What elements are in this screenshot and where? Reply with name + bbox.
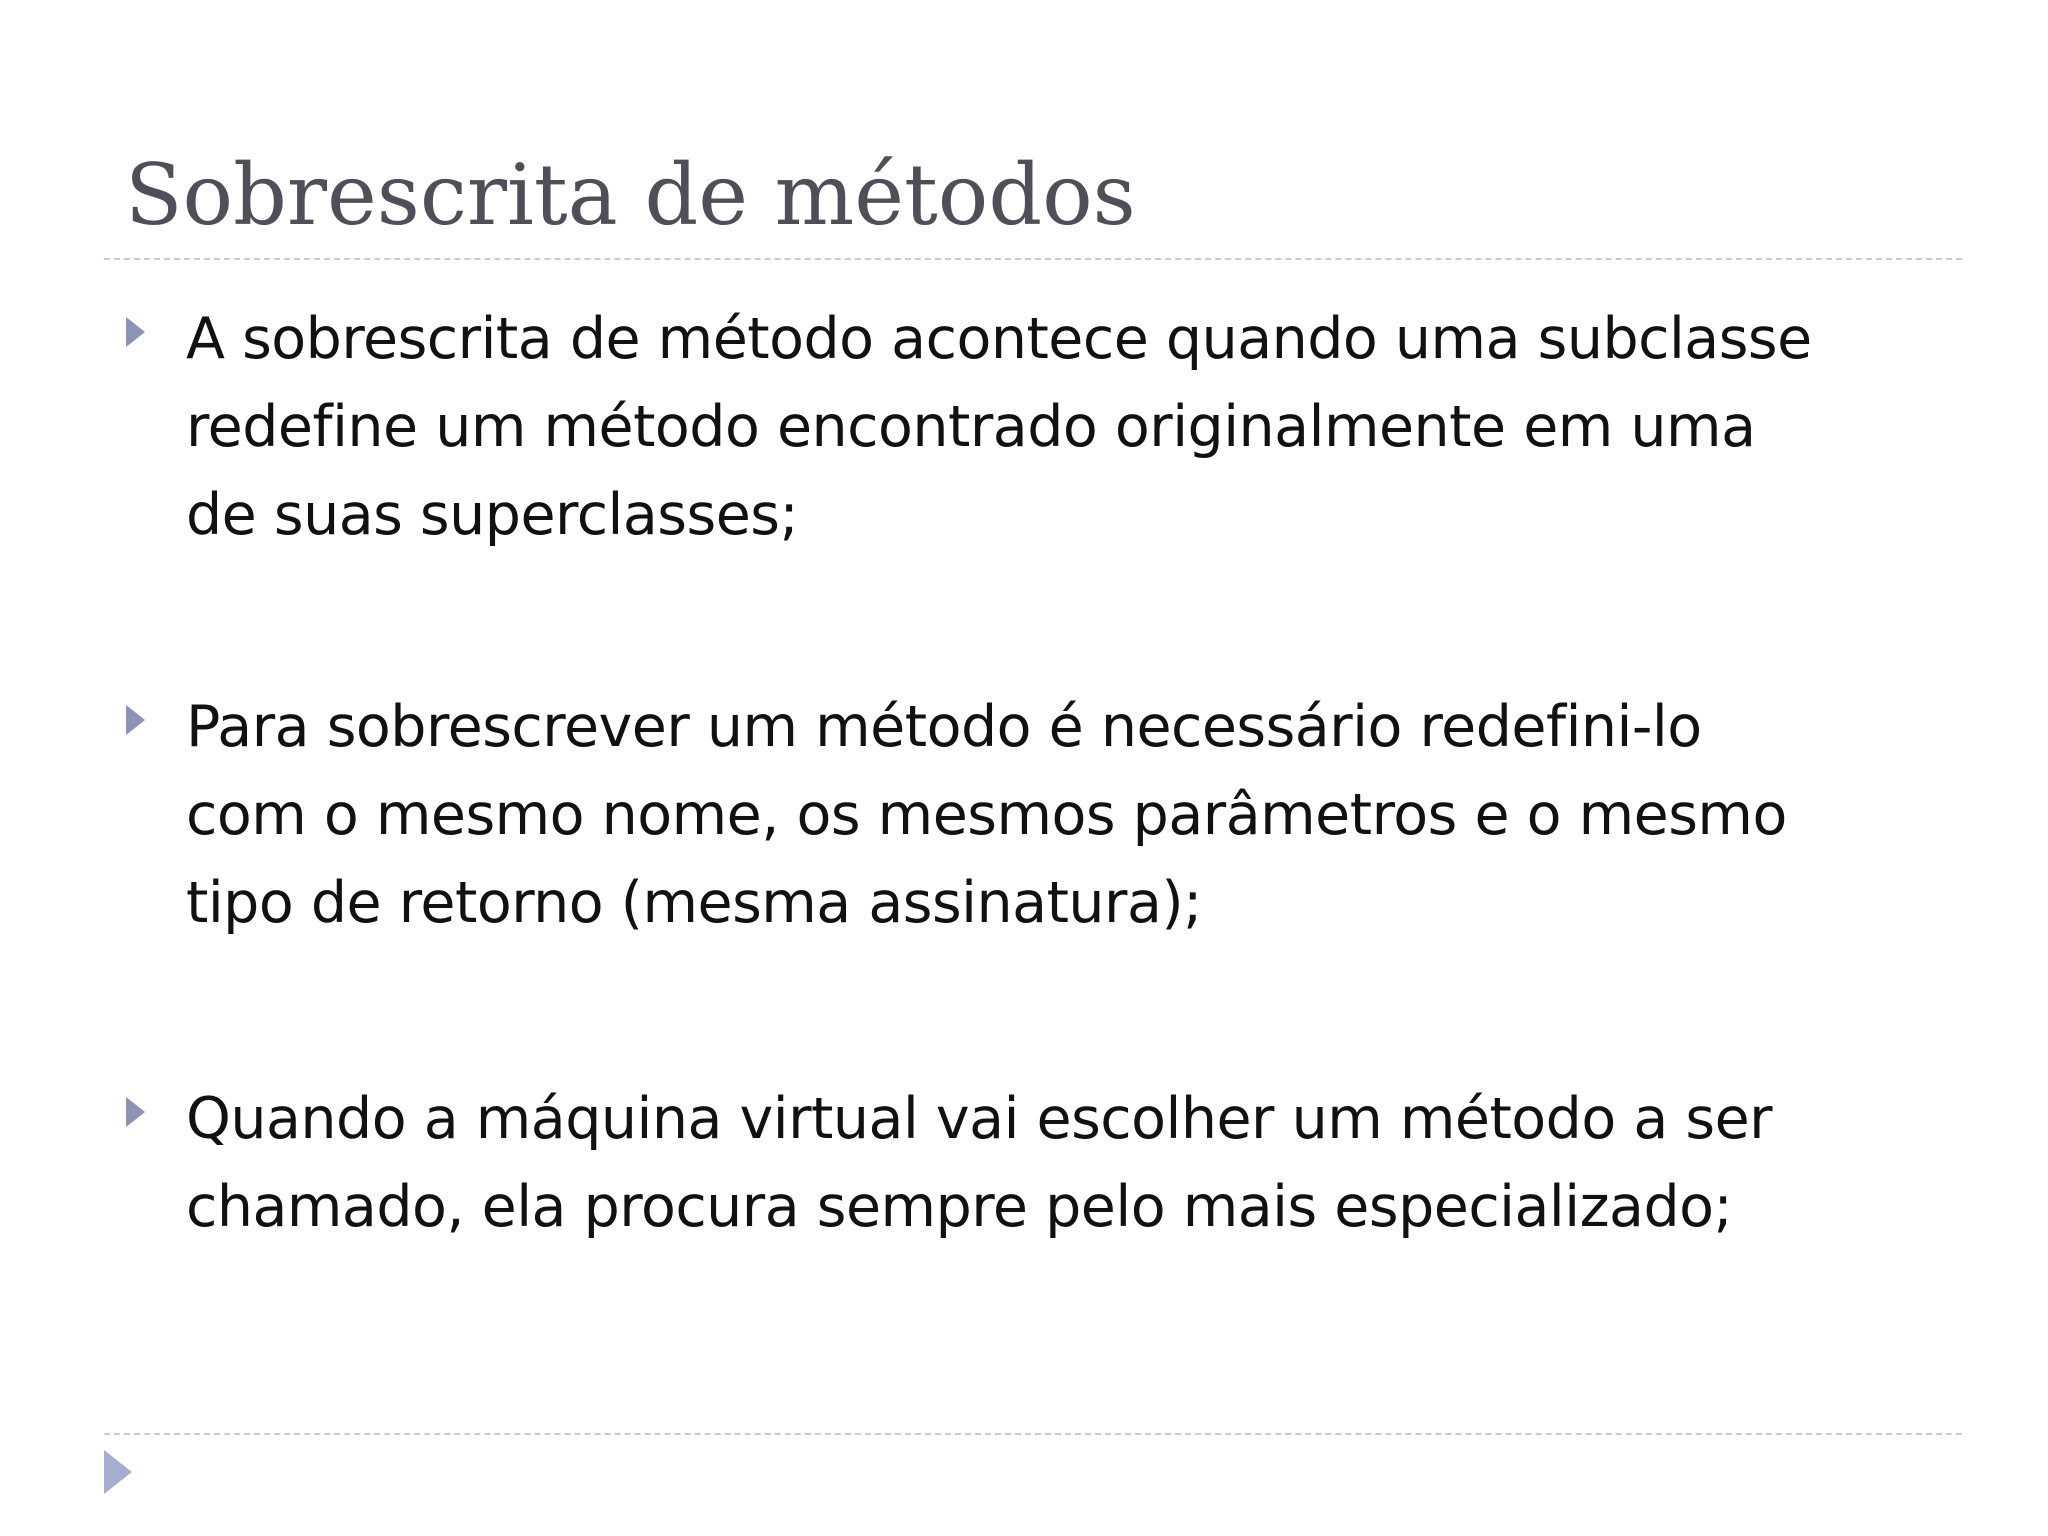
triangle-right-icon: [126, 317, 145, 347]
slide-title: Sobrescrita de métodos: [125, 146, 1136, 244]
bullet-line: de suas superclasses;: [186, 482, 799, 548]
bullet-line: Quando a máquina virtual vai escolher um método a ser: [186, 1086, 1773, 1152]
bullet-line: com o mesmo nome, os mesmos parâmetros e o mesmo: [186, 782, 1787, 848]
bullet-line: redefine um método encontrado originalmente em uma: [186, 394, 1756, 460]
bullet-line: Para sobrescrever um método é necessário redefini-lo: [186, 694, 1702, 760]
bullet-text: [186, 683, 1956, 947]
title-divider: [104, 258, 1962, 260]
bullet-line: chamado, ela procura sempre pelo mais especializado;: [186, 1174, 1733, 1240]
bullet-text: [186, 1075, 1956, 1251]
triangle-right-icon: [126, 705, 145, 735]
bullet-line: tipo de retorno (mesma assinatura);: [186, 870, 1202, 936]
triangle-right-icon: [126, 1097, 145, 1127]
bullet-line: A sobrescrita de método acontece quando uma subclasse: [186, 306, 1812, 372]
footer-divider: [104, 1433, 1962, 1435]
bullet-text: [186, 295, 1956, 559]
triangle-right-icon: [104, 1450, 132, 1494]
